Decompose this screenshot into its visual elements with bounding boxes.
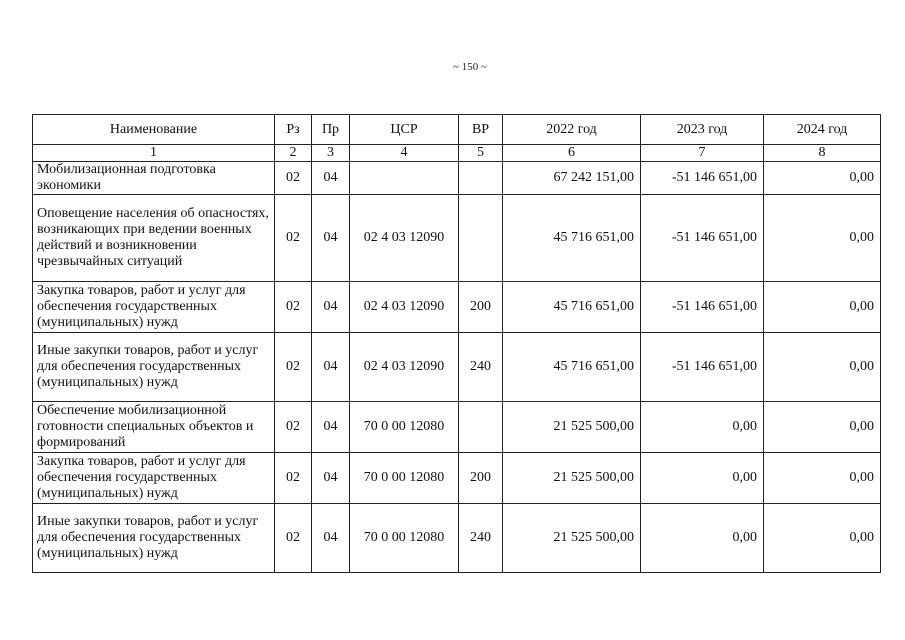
row-2022: 67 242 151,00 [503, 162, 641, 195]
row-rz: 02 [275, 282, 312, 333]
row-pr: 04 [312, 504, 350, 573]
row-2023: -51 146 651,00 [641, 195, 764, 282]
row-2022: 45 716 651,00 [503, 282, 641, 333]
column-number: 1 [33, 145, 275, 162]
row-pr: 04 [312, 402, 350, 453]
row-rz: 02 [275, 504, 312, 573]
row-2023: 0,00 [641, 504, 764, 573]
header-vr: ВР [459, 115, 503, 145]
row-vr [459, 195, 503, 282]
row-2022: 21 525 500,00 [503, 402, 641, 453]
table-row [33, 282, 881, 333]
row-name: Закупка товаров, работ и услуг для обеспечения государственных (муниципальных) нужд [33, 453, 275, 504]
column-number: 6 [503, 145, 641, 162]
row-rz: 02 [275, 333, 312, 402]
row-2022: 21 525 500,00 [503, 453, 641, 504]
row-csr: 70 0 00 12080 [350, 402, 459, 453]
row-2022: 45 716 651,00 [503, 195, 641, 282]
row-csr: 02 4 03 12090 [350, 333, 459, 402]
table-row [33, 453, 881, 504]
header-pr: Пр [312, 115, 350, 145]
row-2023: -51 146 651,00 [641, 333, 764, 402]
row-name: Оповещение населения об опасностях, возникающих при ведении военных действий и возникновении чрезвычайных ситуаций [33, 195, 275, 282]
row-name: Закупка товаров, работ и услуг для обеспечения государственных (муниципальных) нужд [33, 282, 275, 333]
row-vr: 200 [459, 453, 503, 504]
row-2023: 0,00 [641, 453, 764, 504]
row-pr: 04 [312, 195, 350, 282]
row-2023: 0,00 [641, 402, 764, 453]
row-2023: -51 146 651,00 [641, 162, 764, 195]
table-row [33, 162, 881, 195]
row-csr [350, 162, 459, 195]
row-2024: 0,00 [764, 162, 881, 195]
row-rz: 02 [275, 162, 312, 195]
header-name: Наименование [33, 115, 275, 145]
row-pr: 04 [312, 162, 350, 195]
row-vr: 240 [459, 504, 503, 573]
row-2024: 0,00 [764, 333, 881, 402]
column-number: 3 [312, 145, 350, 162]
row-rz: 02 [275, 453, 312, 504]
row-rz: 02 [275, 195, 312, 282]
budget-table [32, 114, 881, 573]
row-name: Иные закупки товаров, работ и услуг для обеспечения государственных (муниципальных) нужд [33, 333, 275, 402]
header-2022: 2022 год [503, 115, 641, 145]
row-2023: -51 146 651,00 [641, 282, 764, 333]
row-csr: 02 4 03 12090 [350, 195, 459, 282]
row-csr: 70 0 00 12080 [350, 453, 459, 504]
column-number: 5 [459, 145, 503, 162]
column-number: 2 [275, 145, 312, 162]
row-2024: 0,00 [764, 195, 881, 282]
row-name: Обеспечение мобилизационной готовности специальных объектов и формирований [33, 402, 275, 453]
header-csr: ЦСР [350, 115, 459, 145]
row-pr: 04 [312, 282, 350, 333]
table-row [33, 402, 881, 453]
header-row [33, 115, 881, 145]
row-2024: 0,00 [764, 282, 881, 333]
row-2022: 45 716 651,00 [503, 333, 641, 402]
column-number-row [33, 145, 881, 162]
row-name: Мобилизационная подготовка экономики [33, 162, 275, 195]
header-2024: 2024 год [764, 115, 881, 145]
row-2024: 0,00 [764, 402, 881, 453]
row-vr: 200 [459, 282, 503, 333]
header-2023: 2023 год [641, 115, 764, 145]
column-number: 4 [350, 145, 459, 162]
row-pr: 04 [312, 333, 350, 402]
row-pr: 04 [312, 453, 350, 504]
table-row [33, 195, 881, 282]
row-name: Иные закупки товаров, работ и услуг для обеспечения государственных (муниципальных) нужд [33, 504, 275, 573]
row-vr: 240 [459, 333, 503, 402]
header-rz: Рз [275, 115, 312, 145]
row-vr [459, 402, 503, 453]
row-rz: 02 [275, 402, 312, 453]
column-number: 7 [641, 145, 764, 162]
table-row [33, 333, 881, 402]
row-csr: 02 4 03 12090 [350, 282, 459, 333]
row-2022: 21 525 500,00 [503, 504, 641, 573]
page-number: ~ 150 ~ [453, 61, 487, 73]
row-2024: 0,00 [764, 453, 881, 504]
row-2024: 0,00 [764, 504, 881, 573]
column-number: 8 [764, 145, 881, 162]
table-row [33, 504, 881, 573]
row-csr: 70 0 00 12080 [350, 504, 459, 573]
row-vr [459, 162, 503, 195]
